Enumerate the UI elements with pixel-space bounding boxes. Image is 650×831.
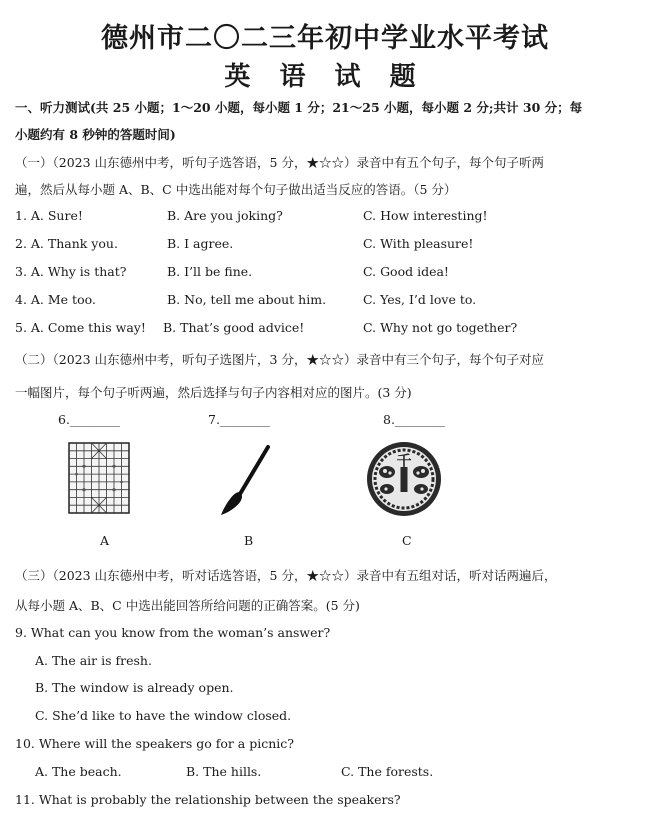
- q1-option-a: 1. A. Sure!: [15, 208, 83, 223]
- picture-label-b: B: [244, 533, 254, 548]
- q9-option-a: A. The air is fresh.: [35, 653, 152, 668]
- q9-option-b: B. The window is already open.: [35, 680, 234, 695]
- q4-option-a: 4. A. Me too.: [15, 292, 96, 307]
- question-9: 9. What can you know from the woman’s answer?: [15, 625, 331, 640]
- q9-option-c: C. She’d like to have the window closed.: [35, 708, 292, 723]
- q1-option-c: C. How interesting!: [363, 208, 488, 223]
- q5-option-c: C. Why not go together?: [363, 320, 518, 335]
- chessboard-picture: [66, 440, 132, 516]
- section1-line1: 一、听力测试(共 25 小题；1～20 小题，每小题 1 分；21～25 小题，每小题 2 分;共计 30 分；每: [15, 100, 583, 115]
- blank-6: 6.________: [58, 412, 120, 427]
- part2-instruction-line1: （二）（2023 山东德州中考，听句子选图片，3 分，★☆☆）录音中有三个句子，每个句子对应: [15, 352, 544, 367]
- q3-option-c: C. Good idea!: [363, 264, 449, 279]
- exam-title: 德州市二〇二三年初中学业水平考试: [101, 23, 549, 54]
- q10-option-c: C. The forests.: [341, 764, 434, 779]
- exam-subtitle: 英 语 试 题: [224, 62, 426, 92]
- section1-line2: 小题约有 8 秒钟的答题时间): [15, 127, 176, 142]
- q2-option-b: B. I agree.: [167, 236, 234, 251]
- question-10: 10. Where will the speakers go for a picnic?: [15, 736, 294, 751]
- q3-option-a: 3. A. Why is that?: [15, 264, 127, 279]
- blank-7: 7.________: [208, 412, 270, 427]
- part2-instruction-line2: 一幅图片，每个句子听两遍，然后选择与句子内容相对应的图片。(3 分): [15, 385, 412, 400]
- paper-cut-picture: [365, 440, 443, 518]
- q1-option-b: B. Are you joking?: [167, 208, 283, 223]
- q10-option-b: B. The hills.: [186, 764, 262, 779]
- part3-instruction-line2: 从每小题 A、B、C 中选出能回答所给问题的正确答案。(5 分): [15, 598, 360, 613]
- paper-cut-character: 千: [396, 452, 412, 470]
- q4-option-c: C. Yes, I’d love to.: [363, 292, 477, 307]
- q2-option-c: C. With pleasure!: [363, 236, 474, 251]
- q3-option-b: B. I’ll be fine.: [167, 264, 253, 279]
- question-11: 11. What is probably the relationship between the speakers?: [15, 792, 401, 807]
- q10-option-a: A. The beach.: [35, 764, 122, 779]
- q5-option-b: B. That’s good advice!: [163, 320, 305, 335]
- calligraphy-brush-picture: [218, 444, 274, 518]
- part1-instruction-line1: （一）（2023 山东德州中考，听句子选答语，5 分，★☆☆）录音中有五个句子，每个句子听两: [15, 155, 544, 170]
- picture-label-a: A: [100, 533, 110, 548]
- q4-option-b: B. No, tell me about him.: [167, 292, 327, 307]
- part1-instruction-line2: 遍，然后从每小题 A、B、C 中选出能对每个句子做出适当反应的答语。（5 分）: [15, 182, 457, 197]
- part3-instruction-line1: （三）（2023 山东德州中考，听对话选答语，5 分，★☆☆）录音中有五组对话，听对话两遍后，: [15, 568, 557, 583]
- q5-option-a: 5. A. Come this way!: [15, 320, 146, 335]
- picture-label-c: C: [402, 533, 412, 548]
- blank-8: 8.________: [383, 412, 445, 427]
- q2-option-a: 2. A. Thank you.: [15, 236, 118, 251]
